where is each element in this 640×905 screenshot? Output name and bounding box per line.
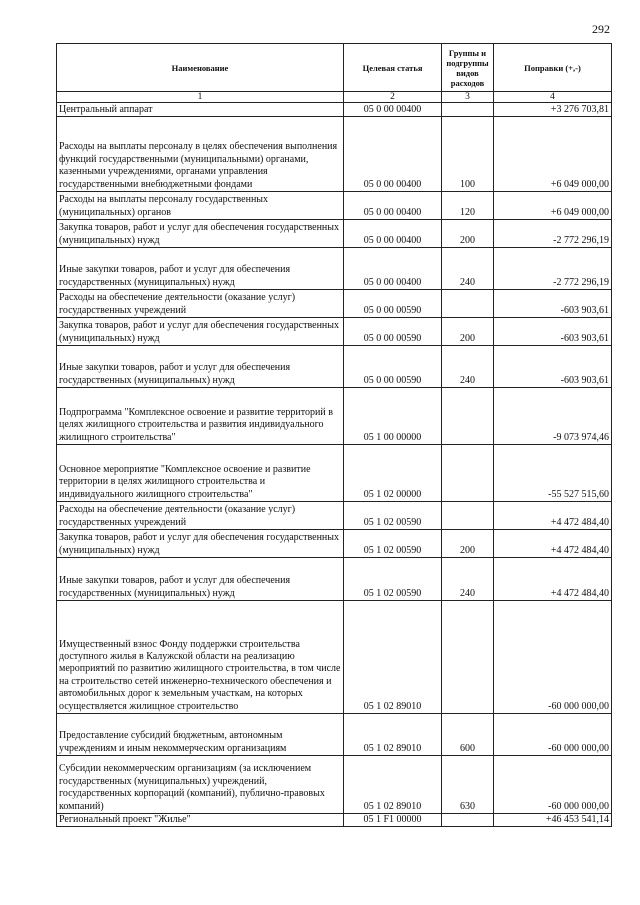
row-amount: +4 472 484,40 bbox=[494, 558, 612, 601]
row-target-article: 05 0 00 00590 bbox=[344, 318, 442, 346]
column-number: 2 bbox=[344, 92, 442, 103]
row-name: Основное мероприятие "Комплексное освоение и развитие территории в целях жилищного строительства и индивидуального жилищного строительства" bbox=[57, 445, 344, 502]
row-target-article: 05 0 00 00400 bbox=[344, 117, 442, 192]
row-target-article: 05 1 02 00000 bbox=[344, 445, 442, 502]
row-amount: +4 472 484,40 bbox=[494, 502, 612, 530]
row-expense-group: 600 bbox=[442, 714, 494, 756]
table-row bbox=[57, 530, 612, 558]
table-row bbox=[57, 601, 612, 714]
row-amount: +4 472 484,40 bbox=[494, 530, 612, 558]
row-expense-group: 100 bbox=[442, 117, 494, 192]
table-row bbox=[57, 388, 612, 445]
row-target-article: 05 0 00 00400 bbox=[344, 192, 442, 220]
row-amount: -2 772 296,19 bbox=[494, 248, 612, 290]
row-expense-group bbox=[442, 502, 494, 530]
row-name: Закупка товаров, работ и услуг для обеспечения государственных (муниципальных) нужд bbox=[57, 318, 344, 346]
table-header-row bbox=[57, 44, 612, 92]
row-target-article: 05 0 00 00590 bbox=[344, 290, 442, 318]
row-target-article: 05 1 00 00000 bbox=[344, 388, 442, 445]
table-row bbox=[57, 814, 612, 827]
page-number: 292 bbox=[592, 22, 610, 36]
table-row bbox=[57, 756, 612, 814]
row-expense-group bbox=[442, 103, 494, 117]
row-expense-group: 630 bbox=[442, 756, 494, 814]
row-expense-group bbox=[442, 388, 494, 445]
row-expense-group bbox=[442, 601, 494, 714]
row-target-article: 05 0 00 00400 bbox=[344, 220, 442, 248]
row-target-article: 05 1 02 89010 bbox=[344, 601, 442, 714]
row-target-article: 05 0 00 00590 bbox=[344, 346, 442, 388]
row-name: Имущественный взнос Фонду поддержки строительства доступного жилья в Калужской области на реализацию мероприятий по развитию жилищного строительства, в том числе на строительство сетей инженерно-технического обеспечения и автомобильных дорог к земельным участкам, на которых осуществляется жилищное строительство bbox=[57, 601, 344, 714]
row-name: Подпрограмма "Комплексное освоение и развитие территорий в целях жилищного строительства и развития индивидуального жилищного строительства" bbox=[57, 388, 344, 445]
row-expense-group: 240 bbox=[442, 346, 494, 388]
table-row bbox=[57, 558, 612, 601]
row-amount: +6 049 000,00 bbox=[494, 192, 612, 220]
table-row bbox=[57, 502, 612, 530]
row-name: Иные закупки товаров, работ и услуг для обеспечения государственных (муниципальных) нужд bbox=[57, 558, 344, 601]
row-name: Предоставление субсидий бюджетным, автономным учреждениям и иным некоммерческим организациям bbox=[57, 714, 344, 756]
row-expense-group bbox=[442, 814, 494, 827]
row-amount: +3 276 703,81 bbox=[494, 103, 612, 117]
table-row bbox=[57, 445, 612, 502]
header-target-article: Целевая статья bbox=[344, 44, 442, 92]
row-amount: -60 000 000,00 bbox=[494, 601, 612, 714]
row-expense-group: 200 bbox=[442, 318, 494, 346]
row-expense-group: 200 bbox=[442, 220, 494, 248]
row-name: Иные закупки товаров, работ и услуг для обеспечения государственных (муниципальных) нужд bbox=[57, 346, 344, 388]
row-name: Расходы на обеспечение деятельности (оказание услуг) государственных учреждений bbox=[57, 502, 344, 530]
row-target-article: 05 1 02 00590 bbox=[344, 558, 442, 601]
row-expense-group: 120 bbox=[442, 192, 494, 220]
row-amount: -603 903,61 bbox=[494, 318, 612, 346]
row-amount: -9 073 974,46 bbox=[494, 388, 612, 445]
row-name: Расходы на выплаты персоналу государственных (муниципальных) органов bbox=[57, 192, 344, 220]
row-name: Закупка товаров, работ и услуг для обеспечения государственных (муниципальных) нужд bbox=[57, 530, 344, 558]
table-row bbox=[57, 248, 612, 290]
row-name: Расходы на обеспечение деятельности (оказание услуг) государственных учреждений bbox=[57, 290, 344, 318]
row-expense-group: 200 bbox=[442, 530, 494, 558]
row-amount: -60 000 000,00 bbox=[494, 756, 612, 814]
table-row bbox=[57, 318, 612, 346]
row-name: Региональный проект "Жилье" bbox=[57, 814, 344, 827]
table-row bbox=[57, 346, 612, 388]
row-target-article: 05 1 F1 00000 bbox=[344, 814, 442, 827]
table-row bbox=[57, 220, 612, 248]
column-number: 4 bbox=[494, 92, 612, 103]
header-name: Наименование bbox=[57, 44, 344, 92]
row-name: Центральный аппарат bbox=[57, 103, 344, 117]
row-expense-group: 240 bbox=[442, 558, 494, 601]
row-amount: -55 527 515,60 bbox=[494, 445, 612, 502]
column-numbers-row bbox=[57, 92, 612, 103]
row-expense-group bbox=[442, 445, 494, 502]
table-row bbox=[57, 714, 612, 756]
column-number: 3 bbox=[442, 92, 494, 103]
row-amount: -603 903,61 bbox=[494, 290, 612, 318]
row-name: Субсидии некоммерческим организациям (за исключением государственных (муниципальных) учреждений, государственных корпораций (компаний), публично-правовых компаний) bbox=[57, 756, 344, 814]
row-target-article: 05 0 00 00400 bbox=[344, 103, 442, 117]
row-name: Расходы на выплаты персоналу в целях обеспечения выполнения функций государственными (муниципальными) органами, казенными учреждениями, органами управления государственными внебюджетными фондами bbox=[57, 117, 344, 192]
table-row bbox=[57, 117, 612, 192]
row-name: Закупка товаров, работ и услуг для обеспечения государственных (муниципальных) нужд bbox=[57, 220, 344, 248]
header-expense-group: Группы и подгруппы видов расходов bbox=[442, 44, 494, 92]
row-amount: -60 000 000,00 bbox=[494, 714, 612, 756]
table-row bbox=[57, 103, 612, 117]
table-row bbox=[57, 192, 612, 220]
row-target-article: 05 1 02 00590 bbox=[344, 502, 442, 530]
row-target-article: 05 1 02 89010 bbox=[344, 714, 442, 756]
row-name: Иные закупки товаров, работ и услуг для обеспечения государственных (муниципальных) нужд bbox=[57, 248, 344, 290]
table-row bbox=[57, 290, 612, 318]
row-amount: -603 903,61 bbox=[494, 346, 612, 388]
budget-amendments-table bbox=[56, 43, 612, 827]
row-amount: +46 453 541,14 bbox=[494, 814, 612, 827]
row-expense-group: 240 bbox=[442, 248, 494, 290]
row-amount: -2 772 296,19 bbox=[494, 220, 612, 248]
row-target-article: 05 0 00 00400 bbox=[344, 248, 442, 290]
header-amendments: Поправки (+,-) bbox=[494, 44, 612, 92]
row-target-article: 05 1 02 00590 bbox=[344, 530, 442, 558]
row-expense-group bbox=[442, 290, 494, 318]
row-amount: +6 049 000,00 bbox=[494, 117, 612, 192]
row-target-article: 05 1 02 89010 bbox=[344, 756, 442, 814]
column-number: 1 bbox=[57, 92, 344, 103]
